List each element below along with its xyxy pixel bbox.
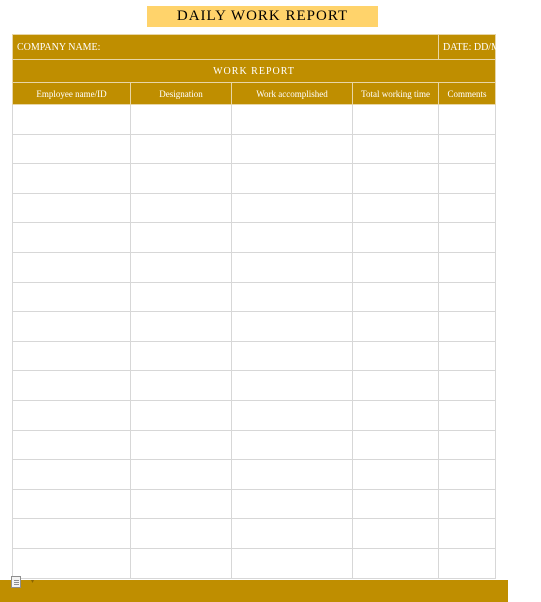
cell-comments[interactable] — [439, 371, 496, 401]
cell-designation[interactable] — [131, 489, 232, 519]
cell-work[interactable] — [232, 489, 353, 519]
date-cell[interactable]: DATE: DD/MM/YYYY — [439, 35, 496, 60]
cell-time[interactable] — [353, 164, 439, 194]
cell-time[interactable] — [353, 105, 439, 135]
cell-employee[interactable] — [13, 489, 131, 519]
cell-work[interactable] — [232, 400, 353, 430]
cell-employee[interactable] — [13, 282, 131, 312]
cell-employee[interactable] — [13, 460, 131, 490]
cell-employee[interactable] — [13, 134, 131, 164]
table-row — [13, 134, 496, 164]
cell-work[interactable] — [232, 282, 353, 312]
table-row — [13, 341, 496, 371]
cell-time[interactable] — [353, 282, 439, 312]
cell-time[interactable] — [353, 460, 439, 490]
section-title: WORK REPORT — [13, 60, 496, 83]
cell-designation[interactable] — [131, 134, 232, 164]
cell-time[interactable] — [353, 400, 439, 430]
cell-employee[interactable] — [13, 519, 131, 549]
report-title: DAILY WORK REPORT — [147, 6, 378, 27]
cell-comments[interactable] — [439, 548, 496, 578]
cell-time[interactable] — [353, 548, 439, 578]
cell-work[interactable] — [232, 105, 353, 135]
cell-designation[interactable] — [131, 223, 232, 253]
cell-employee[interactable] — [13, 223, 131, 253]
table-row — [13, 105, 496, 135]
column-header-designation: Designation — [131, 83, 232, 105]
footer-bar — [0, 580, 508, 602]
column-header-time: Total working time — [353, 83, 439, 105]
cell-comments[interactable] — [439, 489, 496, 519]
cell-employee[interactable] — [13, 371, 131, 401]
table-row — [13, 430, 496, 460]
cell-work[interactable] — [232, 519, 353, 549]
cell-comments[interactable] — [439, 134, 496, 164]
cell-time[interactable] — [353, 430, 439, 460]
table-row — [13, 164, 496, 194]
cell-employee[interactable] — [13, 105, 131, 135]
table-row — [13, 460, 496, 490]
cell-comments[interactable] — [439, 430, 496, 460]
cell-time[interactable] — [353, 223, 439, 253]
cell-designation[interactable] — [131, 193, 232, 223]
cell-employee[interactable] — [13, 164, 131, 194]
cell-employee[interactable] — [13, 341, 131, 371]
cell-designation[interactable] — [131, 105, 232, 135]
column-header-row — [13, 83, 496, 105]
cell-comments[interactable] — [439, 519, 496, 549]
cell-designation[interactable] — [131, 460, 232, 490]
column-header-employee: Employee name/ID — [13, 83, 131, 105]
table-row — [13, 193, 496, 223]
cell-comments[interactable] — [439, 282, 496, 312]
cell-employee[interactable] — [13, 400, 131, 430]
section-title-row — [13, 60, 496, 83]
cell-time[interactable] — [353, 489, 439, 519]
cell-work[interactable] — [232, 134, 353, 164]
cell-comments[interactable] — [439, 400, 496, 430]
cell-comments[interactable] — [439, 164, 496, 194]
cell-designation[interactable] — [131, 282, 232, 312]
table-row — [13, 489, 496, 519]
cell-work[interactable] — [232, 460, 353, 490]
document-icon[interactable] — [11, 576, 21, 588]
cell-work[interactable] — [232, 341, 353, 371]
cell-time[interactable] — [353, 371, 439, 401]
cell-comments[interactable] — [439, 460, 496, 490]
cell-comments[interactable] — [439, 223, 496, 253]
cell-time[interactable] — [353, 252, 439, 282]
cell-employee[interactable] — [13, 193, 131, 223]
cell-work[interactable] — [232, 430, 353, 460]
cell-work[interactable] — [232, 371, 353, 401]
table-row — [13, 252, 496, 282]
cell-work[interactable] — [232, 193, 353, 223]
cell-comments[interactable] — [439, 193, 496, 223]
cell-designation[interactable] — [131, 548, 232, 578]
table-row — [13, 519, 496, 549]
cell-time[interactable] — [353, 519, 439, 549]
cell-work[interactable] — [232, 252, 353, 282]
cell-time[interactable] — [353, 134, 439, 164]
cell-work[interactable] — [232, 164, 353, 194]
cell-designation[interactable] — [131, 164, 232, 194]
cell-employee[interactable] — [13, 430, 131, 460]
cell-comments[interactable] — [439, 312, 496, 342]
cell-designation[interactable] — [131, 341, 232, 371]
column-header-work: Work accomplished — [232, 83, 353, 105]
table-row — [13, 282, 496, 312]
cell-work[interactable] — [232, 312, 353, 342]
table-row — [13, 548, 496, 578]
table-row — [13, 223, 496, 253]
cell-designation[interactable] — [131, 400, 232, 430]
cell-designation[interactable] — [131, 519, 232, 549]
cell-time[interactable] — [353, 193, 439, 223]
cell-comments[interactable] — [439, 105, 496, 135]
cell-work[interactable] — [232, 548, 353, 578]
company-row — [13, 35, 496, 60]
cell-designation[interactable] — [131, 430, 232, 460]
table-row — [13, 312, 496, 342]
cell-designation[interactable] — [131, 371, 232, 401]
cell-designation[interactable] — [131, 312, 232, 342]
cell-comments[interactable] — [439, 341, 496, 371]
work-report-table — [12, 34, 541, 579]
cell-time[interactable] — [353, 341, 439, 371]
table-row — [13, 371, 496, 401]
table-row — [13, 400, 496, 430]
company-name-cell[interactable]: COMPANY NAME: — [13, 35, 439, 60]
cell-employee[interactable] — [13, 252, 131, 282]
cell-employee[interactable] — [13, 312, 131, 342]
dropdown-arrow-icon[interactable]: ▾ — [31, 578, 35, 585]
cell-employee[interactable] — [13, 548, 131, 578]
cell-comments[interactable] — [439, 252, 496, 282]
cell-time[interactable] — [353, 312, 439, 342]
cell-designation[interactable] — [131, 252, 232, 282]
column-header-comments: Comments — [439, 83, 496, 105]
cell-work[interactable] — [232, 223, 353, 253]
